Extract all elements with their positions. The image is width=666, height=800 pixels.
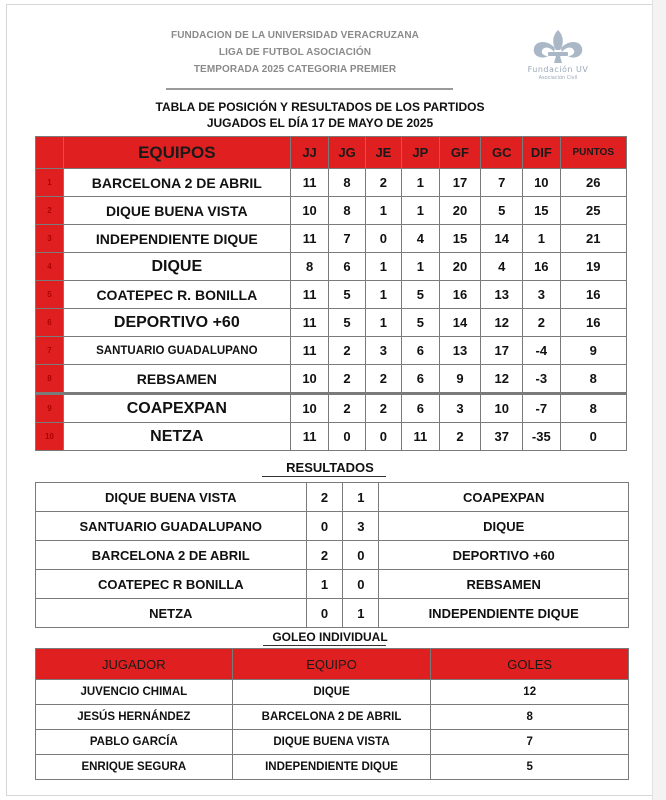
results-title-underline [262,476,386,477]
pts-cell: 0 [560,423,626,451]
table-title-line-1: TABLA DE POSICIÓN Y RESULTADOS DE LOS PARTIDOS [155,100,485,114]
jp-cell: 5 [402,309,439,337]
je-cell: 2 [365,365,401,394]
jj-cell: 10 [290,365,329,394]
column-header-equipo: EQUIPO [232,649,431,680]
je-cell: 1 [365,309,401,337]
je-cell: 2 [365,169,401,197]
column-header-dif: DIF [523,137,560,169]
gf-cell: 20 [439,197,481,225]
away-team-cell: COAPEXPAN [379,483,629,512]
column-header-goles: GOLES [431,649,629,680]
player-team-cell: DIQUE [232,680,431,705]
home-team-cell: BARCELONA 2 DE ABRIL [36,541,307,570]
position-cell: 1 [36,169,64,197]
gc-cell: 4 [481,253,523,281]
position-cell: 8 [36,365,64,394]
away-score-cell: 0 [343,541,379,570]
scorer-row [36,705,629,730]
jg-cell: 2 [329,365,365,394]
je-cell: 1 [365,253,401,281]
jg-cell: 0 [329,423,365,451]
dif-cell: 10 [523,169,560,197]
home-score-cell: 0 [306,512,343,541]
pts-cell: 21 [560,225,626,253]
column-header-jugador: JUGADOR [36,649,233,680]
table-row [36,253,627,281]
header-line-2: LIGA DE FUTBOL ASOCIACIÓN [218,47,372,58]
logo-subtext: Asociación Civil [538,75,578,81]
jp-cell: 1 [402,169,439,197]
column-header-gf: GF [439,137,481,169]
scorer-row [36,755,629,780]
je-cell: 0 [365,423,401,451]
standings-header-row [36,137,627,169]
away-team-cell: DIQUE [379,512,629,541]
home-score-cell: 1 [306,570,343,599]
jp-cell: 1 [402,197,439,225]
match-row [36,599,629,628]
away-score-cell: 0 [343,570,379,599]
gf-cell: 17 [439,169,481,197]
position-cell: 2 [36,197,64,225]
team-cell: DIQUE BUENA VISTA [63,197,290,225]
home-score-cell: 2 [306,483,343,512]
je-cell: 1 [365,281,401,309]
je-cell: 0 [365,225,401,253]
goals-cell: 8 [431,705,629,730]
jp-cell: 6 [402,365,439,394]
jj-cell: 11 [290,337,329,365]
dif-cell: -3 [523,365,560,394]
column-header-puntos: PUNTOS [560,137,626,169]
jj-cell: 11 [290,225,329,253]
gc-cell: 14 [481,225,523,253]
dif-cell: -4 [523,337,560,365]
home-team-cell: COATEPEC R BONILLA [36,570,307,599]
jj-cell: 8 [290,253,329,281]
gf-cell: 3 [439,394,481,423]
goals-cell: 5 [431,755,629,780]
jg-cell: 5 [329,309,365,337]
pts-cell: 8 [560,394,626,423]
team-cell: NETZA [63,423,290,451]
home-score-cell: 2 [306,541,343,570]
gc-cell: 13 [481,281,523,309]
column-header-je: JE [365,137,401,169]
away-team-cell: DEPORTIVO +60 [379,541,629,570]
jj-cell: 10 [290,394,329,423]
column-header-jp: JP [402,137,439,169]
jg-cell: 2 [329,394,365,423]
pts-cell: 16 [560,281,626,309]
team-cell: INDEPENDIENTE DIQUE [63,225,290,253]
position-cell: 4 [36,253,64,281]
gf-cell: 2 [439,423,481,451]
home-team-cell: DIQUE BUENA VISTA [36,483,307,512]
table-row [36,225,627,253]
away-score-cell: 1 [343,483,379,512]
position-cell: 3 [36,225,64,253]
player-cell: ENRIQUE SEGURA [36,755,233,780]
dif-cell: 2 [523,309,560,337]
gc-cell: 17 [481,337,523,365]
away-score-cell: 1 [343,599,379,628]
team-cell: DIQUE [63,253,290,281]
scorers-table [35,648,629,780]
gf-cell: 13 [439,337,481,365]
scrollbar-track[interactable] [652,0,666,800]
position-cell: 5 [36,281,64,309]
pts-cell: 8 [560,365,626,394]
je-cell: 2 [365,394,401,423]
dif-cell: 15 [523,197,560,225]
je-cell: 1 [365,197,401,225]
player-cell: PABLO GARCÍA [36,730,233,755]
away-score-cell: 3 [343,512,379,541]
jp-cell: 4 [402,225,439,253]
pts-cell: 26 [560,169,626,197]
gf-cell: 16 [439,281,481,309]
position-cell: 6 [36,309,64,337]
gf-cell: 9 [439,365,481,394]
gc-cell: 37 [481,423,523,451]
match-row [36,570,629,599]
player-team-cell: BARCELONA 2 DE ABRIL [232,705,431,730]
results-title: RESULTADOS [286,460,374,475]
jp-cell: 5 [402,281,439,309]
match-row [36,483,629,512]
scorer-row [36,680,629,705]
gc-cell: 12 [481,365,523,394]
scorers-title-underline [263,645,386,646]
jj-cell: 11 [290,169,329,197]
dif-cell: -7 [523,394,560,423]
jj-cell: 10 [290,197,329,225]
scorer-row [36,730,629,755]
player-cell: JESÚS HERNÁNDEZ [36,705,233,730]
table-row [36,365,627,394]
jp-cell: 6 [402,337,439,365]
goals-cell: 7 [431,730,629,755]
column-header-gc: GC [481,137,523,169]
jp-cell: 1 [402,253,439,281]
team-cell: COAPEXPAN [63,394,290,423]
away-team-cell: INDEPENDIENTE DIQUE [379,599,629,628]
header-divider [166,88,453,90]
dif-cell: 1 [523,225,560,253]
column-header-jj: JJ [290,137,329,169]
jg-cell: 8 [329,169,365,197]
jp-cell: 6 [402,394,439,423]
team-cell: COATEPEC R. BONILLA [63,281,290,309]
jg-cell: 8 [329,197,365,225]
dif-cell: 16 [523,253,560,281]
player-cell: JUVENCIO CHIMAL [36,680,233,705]
home-team-cell: NETZA [36,599,307,628]
header-line-1: FUNDACION DE LA UNIVERSIDAD VERACRUZANA [171,30,419,41]
standings-table [35,136,627,451]
table-row [36,394,627,423]
away-team-cell: REBSAMEN [379,570,629,599]
team-cell: REBSAMEN [63,365,290,394]
player-team-cell: DIQUE BUENA VISTA [232,730,431,755]
pts-cell: 25 [560,197,626,225]
jj-cell: 11 [290,281,329,309]
column-header-jg: JG [329,137,365,169]
table-title-line-2: JUGADOS EL DÍA 17 DE MAYO DE 2025 [206,116,434,130]
goals-cell: 12 [431,680,629,705]
table-row [36,423,627,451]
team-cell: SANTUARIO GUADALUPANO [63,337,290,365]
scorers-title: GOLEO INDIVIDUAL [272,630,388,644]
dif-cell: 3 [523,281,560,309]
match-row [36,512,629,541]
gc-cell: 10 [481,394,523,423]
gf-cell: 14 [439,309,481,337]
table-row [36,337,627,365]
jp-cell: 11 [402,423,439,451]
jg-cell: 6 [329,253,365,281]
header-line-3: TEMPORADA 2025 CATEGORIA PREMIER [193,64,397,75]
position-header [36,137,64,169]
table-row [36,169,627,197]
jj-cell: 11 [290,309,329,337]
logo-text: Fundación UV [527,65,589,74]
jj-cell: 11 [290,423,329,451]
gc-cell: 12 [481,309,523,337]
team-cell: BARCELONA 2 DE ABRIL [63,169,290,197]
je-cell: 3 [365,337,401,365]
position-cell: 7 [36,337,64,365]
jg-cell: 5 [329,281,365,309]
pts-cell: 19 [560,253,626,281]
gc-cell: 7 [481,169,523,197]
home-score-cell: 0 [306,599,343,628]
pts-cell: 9 [560,337,626,365]
player-team-cell: INDEPENDIENTE DIQUE [232,755,431,780]
table-row [36,309,627,337]
position-cell: 9 [36,394,64,423]
gf-cell: 20 [439,253,481,281]
pts-cell: 16 [560,309,626,337]
results-table [35,482,629,628]
gc-cell: 5 [481,197,523,225]
column-header-equipos: EQUIPOS [63,137,290,169]
table-row [36,197,627,225]
scorers-header-row [36,649,629,680]
gf-cell: 15 [439,225,481,253]
team-cell: DEPORTIVO +60 [63,309,290,337]
position-cell: 10 [36,423,64,451]
home-team-cell: SANTUARIO GUADALUPANO [36,512,307,541]
jg-cell: 2 [329,337,365,365]
jg-cell: 7 [329,225,365,253]
table-row [36,281,627,309]
dif-cell: -35 [523,423,560,451]
match-row [36,541,629,570]
